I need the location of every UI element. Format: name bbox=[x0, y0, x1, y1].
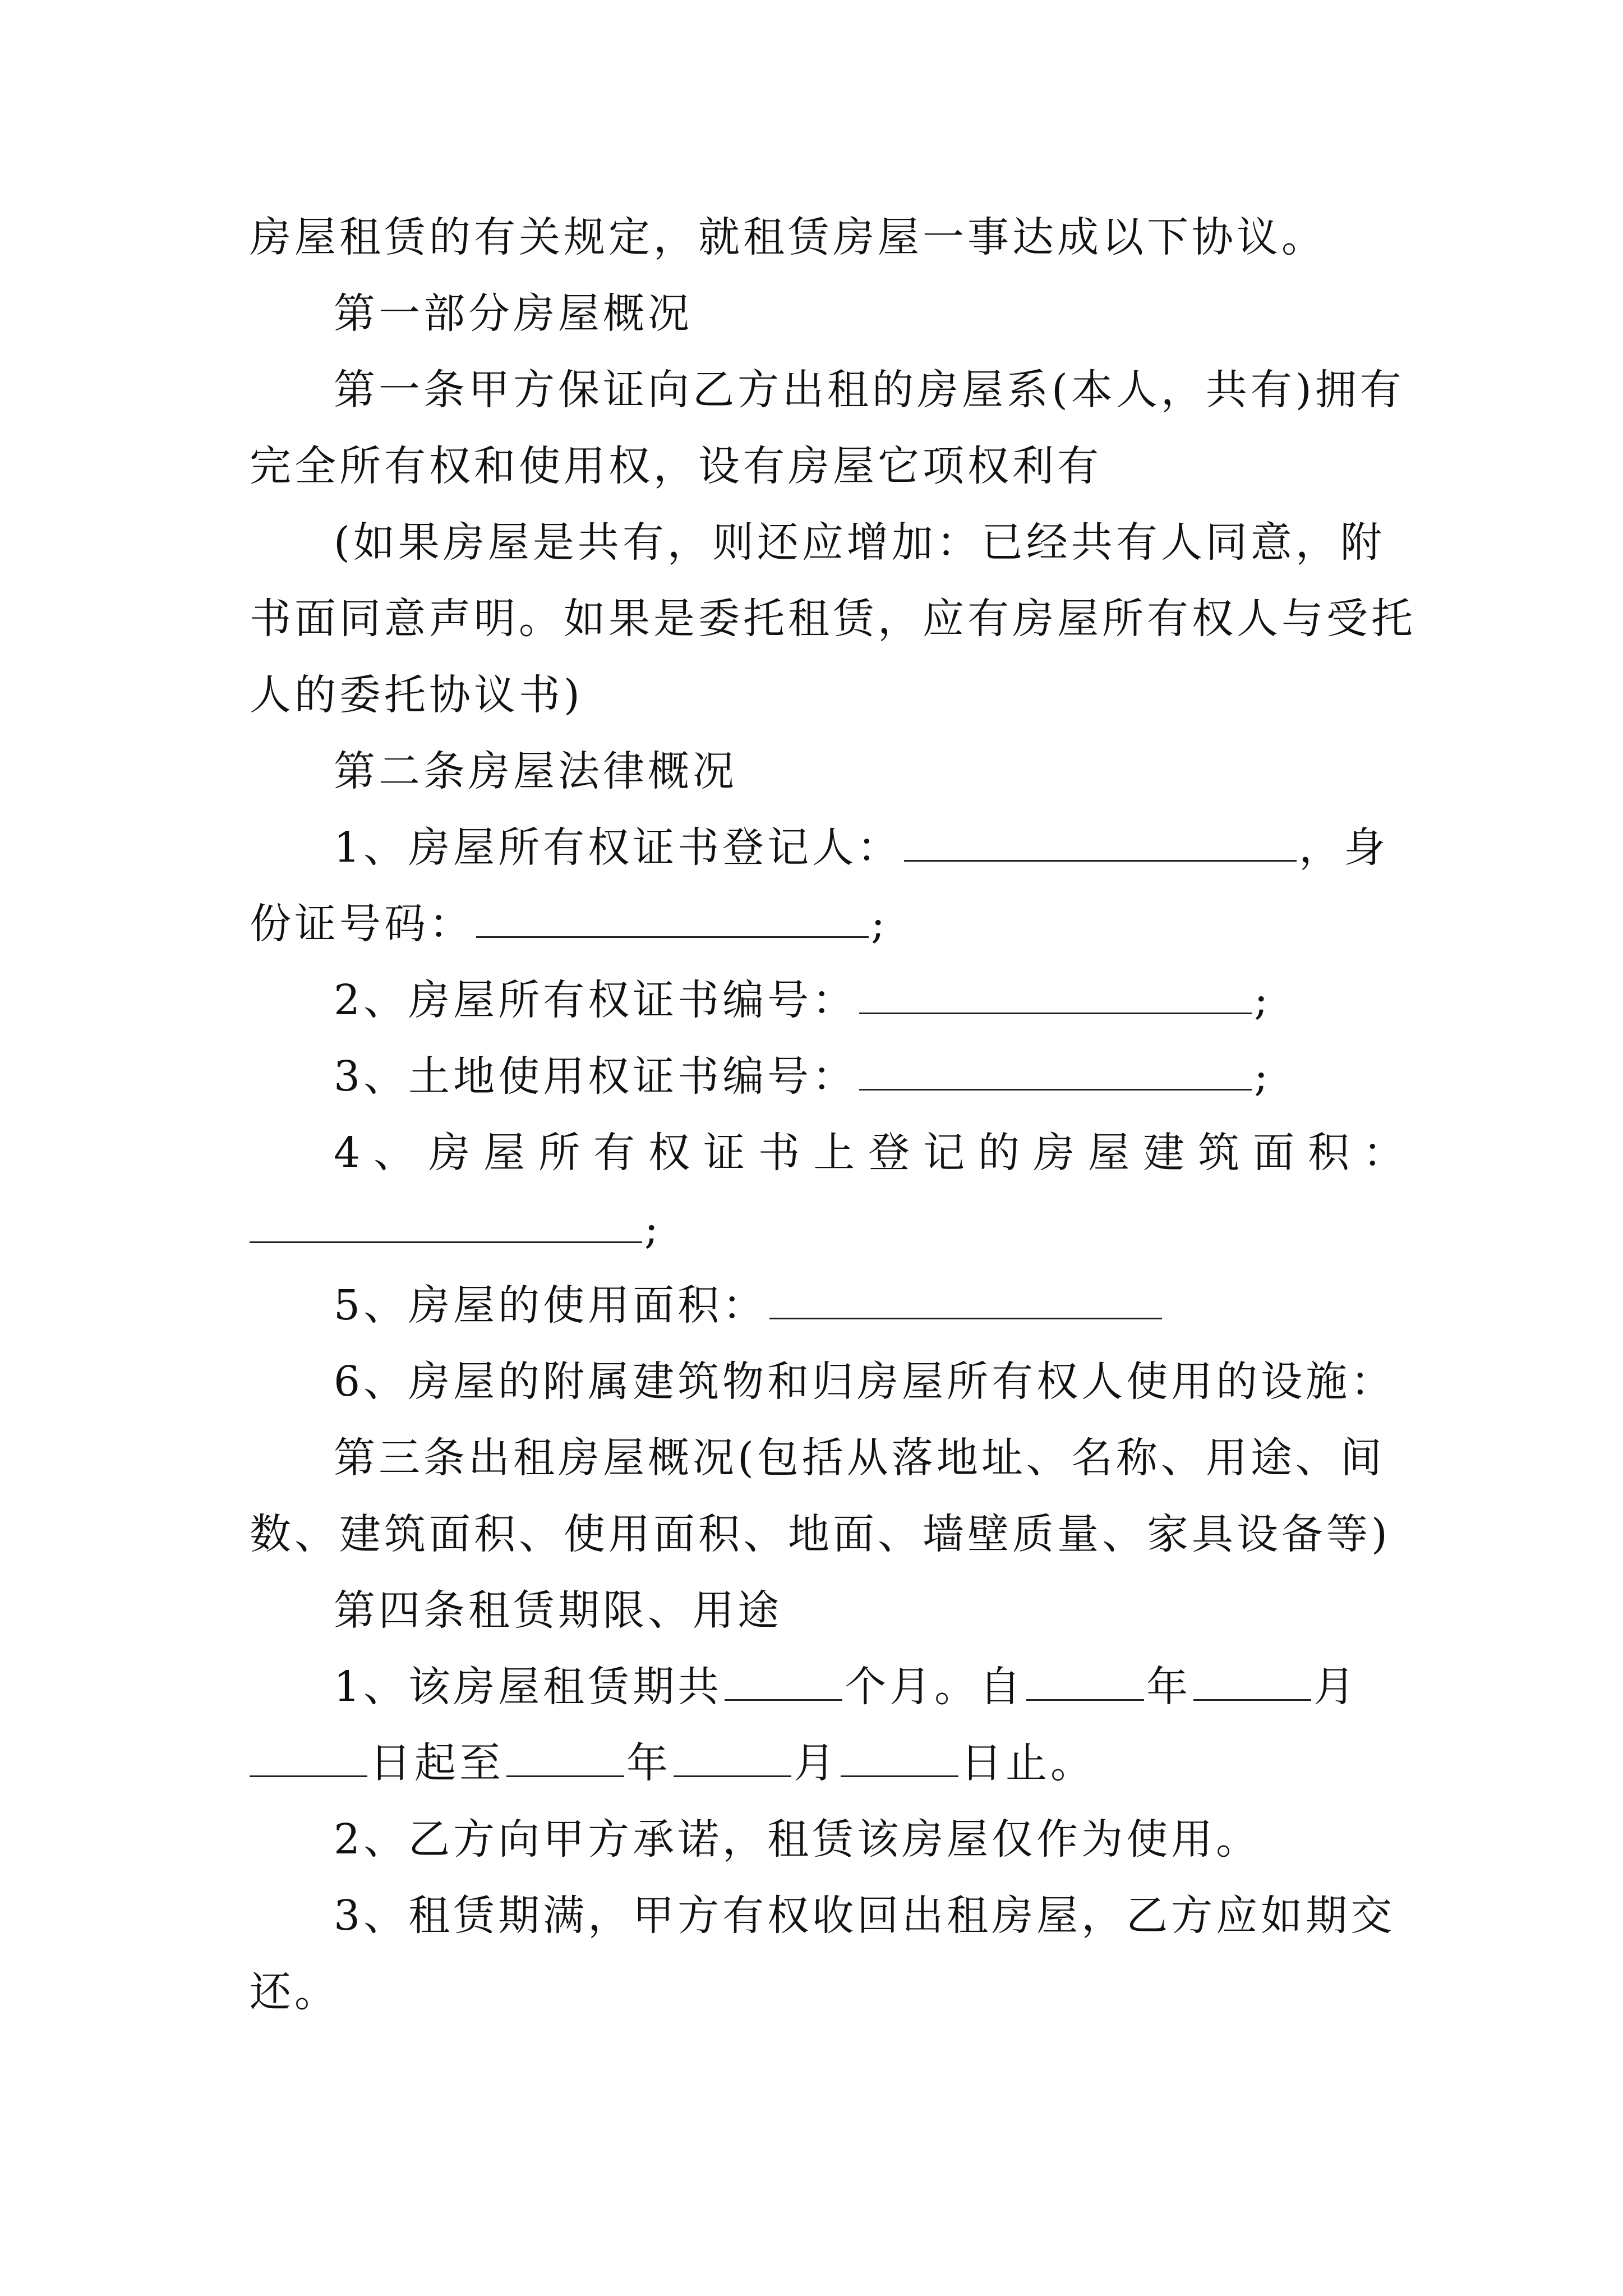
expire-line: 3、租赁期满，甲方有权收回出租房屋，乙方应如期交 bbox=[334, 1892, 1396, 1940]
blank-field bbox=[250, 1741, 367, 1777]
text-line: 第一条甲方保证向乙方出租的房屋系(本人，共有)拥有 bbox=[334, 366, 1405, 414]
term-line: 1、该房屋租赁期共 个月。自 年 月 bbox=[334, 1663, 1359, 1711]
item-1-line: 1、房屋所有权证书登记人： ，身 bbox=[334, 823, 1389, 872]
item-1-cont-line: 份证号码： ; bbox=[250, 900, 888, 948]
expire-cont-line: 还。 bbox=[250, 1968, 339, 2016]
blank-field bbox=[859, 978, 1252, 1014]
article-4-heading: 第四条租赁期限、用途 bbox=[334, 1586, 782, 1635]
text-line: 人的委托协议书) bbox=[250, 671, 583, 719]
blank-field bbox=[476, 901, 869, 938]
text-line: 房屋租赁的有关规定，就租赁房屋一事达成以下协议。 bbox=[250, 213, 1326, 261]
term-cont-line: 日起至 年 月 日止。 bbox=[250, 1725, 1394, 1801]
article-heading: 第二条房屋法律概况 bbox=[334, 747, 737, 795]
use-line: 2、乙方向甲方承诺，租赁该房屋仅作为使用。 bbox=[334, 1815, 1261, 1864]
article-3-line: 第三条出租房屋概况(包括从落地址、名称、用途、间 bbox=[334, 1434, 1385, 1482]
item-5-line: 5、房屋的使用面积： bbox=[250, 1267, 1394, 1343]
item-4-line: 4、房屋所有权证书上登记的房屋建筑面积： bbox=[334, 1129, 1418, 1177]
blank-field bbox=[1193, 1664, 1311, 1701]
blank-field bbox=[674, 1741, 791, 1777]
document-body bbox=[250, 199, 1418, 2030]
blank-field bbox=[841, 1741, 958, 1777]
blank-field bbox=[1026, 1664, 1144, 1701]
blank-field bbox=[904, 825, 1297, 862]
text-line: 书面同意声明。如果是委托租赁，应有房屋所有权人与受托 bbox=[250, 595, 1416, 643]
text-line: (如果房屋是共有，则还应增加：已经共有人同意，附 bbox=[334, 518, 1385, 567]
article-3-cont-line: 数、建筑面积、使用面积、地面、墙壁质量、家具设备等) bbox=[250, 1510, 1391, 1558]
blank-field bbox=[250, 1207, 642, 1243]
text-line: 完全所有权和使用权，设有房屋它项权利有 bbox=[250, 442, 1102, 490]
blank-field bbox=[769, 1283, 1162, 1319]
blank-field bbox=[859, 1054, 1252, 1091]
item-2-line: 2、房屋所有权证书编号： ; bbox=[334, 976, 1272, 1024]
item-6-line: 6、房屋的附属建筑物和归房屋所有权人使用的设施： bbox=[334, 1358, 1396, 1406]
blank-field bbox=[725, 1664, 842, 1701]
section-heading: 第一部分房屋概况 bbox=[334, 289, 693, 338]
blank-field bbox=[506, 1741, 624, 1777]
item-3-line: 3、土地使用权证书编号： ; bbox=[334, 1052, 1272, 1101]
item-4-cont-line: ; bbox=[250, 1191, 1394, 1267]
